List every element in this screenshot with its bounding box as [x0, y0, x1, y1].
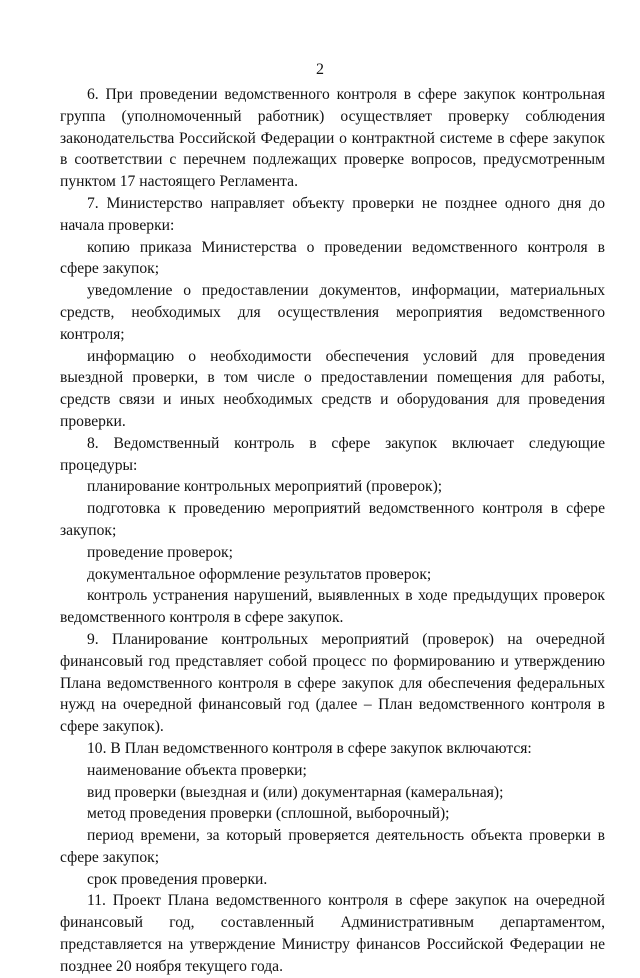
list-item: контроль устранения нарушений, выявленных в ходе предыдущих проверок ведомственного контроля в сфере закупок.: [60, 587, 605, 627]
list-item: период времени, за который проверяется деятельность объекта проверки в сфере закупок;: [60, 827, 605, 866]
list-item: документальное оформление результатов проверок;: [87, 565, 432, 583]
paragraph-8: 8. Ведомственный контроль в сфере закупок включает следующие процедуры:: [60, 434, 605, 474]
page-number: 2: [316, 61, 324, 78]
list-item: уведомление о предоставлении документов, информации, материальных средств, необходимых для осуществления мероприятия ведомственного контроля;: [60, 282, 605, 343]
document-body: [60, 84, 605, 978]
list-item: наименование объекта проверки;: [87, 761, 307, 779]
list-item: планирование контрольных мероприятий (проверок);: [87, 478, 443, 496]
paragraph-6: 6. При проведении ведомственного контроля в сфере закупок контрольная группа (уполномоченный работник) осуществляет проверку соблюдения законодательства Российской Федерации о контрактной системе в сфере закупок в соответствии с перечнем подлежащих проверке вопросов, предусмотренным пунктом 17 настоящего Регламента.: [60, 86, 605, 191]
paragraph-7: 7. Министерство направляет объекту проверки не позднее одного дня до начала проверки:: [60, 194, 605, 234]
list-item: проведение проверок;: [87, 543, 233, 561]
list-item: срок проведения проверки.: [87, 870, 268, 888]
paragraph-9: 9. Планирование контрольных мероприятий (проверок) на очередной финансовый год представляет собой процесс по формированию и утверждению Плана ведомственного контроля в сфере закупок для обеспечения федеральных нужд на очередной финансовый год (далее – План ведомственного контроля в сфере закупок).: [60, 630, 605, 736]
list-item: копию приказа Министерства о проведении ведомственного контроля в сфере закупок;: [60, 238, 605, 278]
paragraph-10: 10. В План ведомственного контроля в сфере закупок включаются:: [87, 739, 532, 757]
paragraph-11: 11. Проект Плана ведомственного контроля в сфере закупок на очередной финансовый год, составленный Административным департаментом, представляется на утверждение Министру финансов Российской Федерации не позднее 20 ноября текущего года.: [60, 892, 605, 975]
list-item: вид проверки (выездная и (или) документарная (камеральная);: [87, 783, 504, 801]
list-item: метод проведения проверки (сплошной, выборочный);: [87, 805, 450, 823]
list-item: информацию о необходимости обеспечения условий для проведения выездной проверки, в том числе о предоставлении помещения для работы, средств связи и иных необходимых средств и оборудования для проведения проверки.: [60, 347, 605, 430]
list-item: подготовка к проведению мероприятий ведомственного контроля в сфере закупок;: [60, 500, 605, 539]
